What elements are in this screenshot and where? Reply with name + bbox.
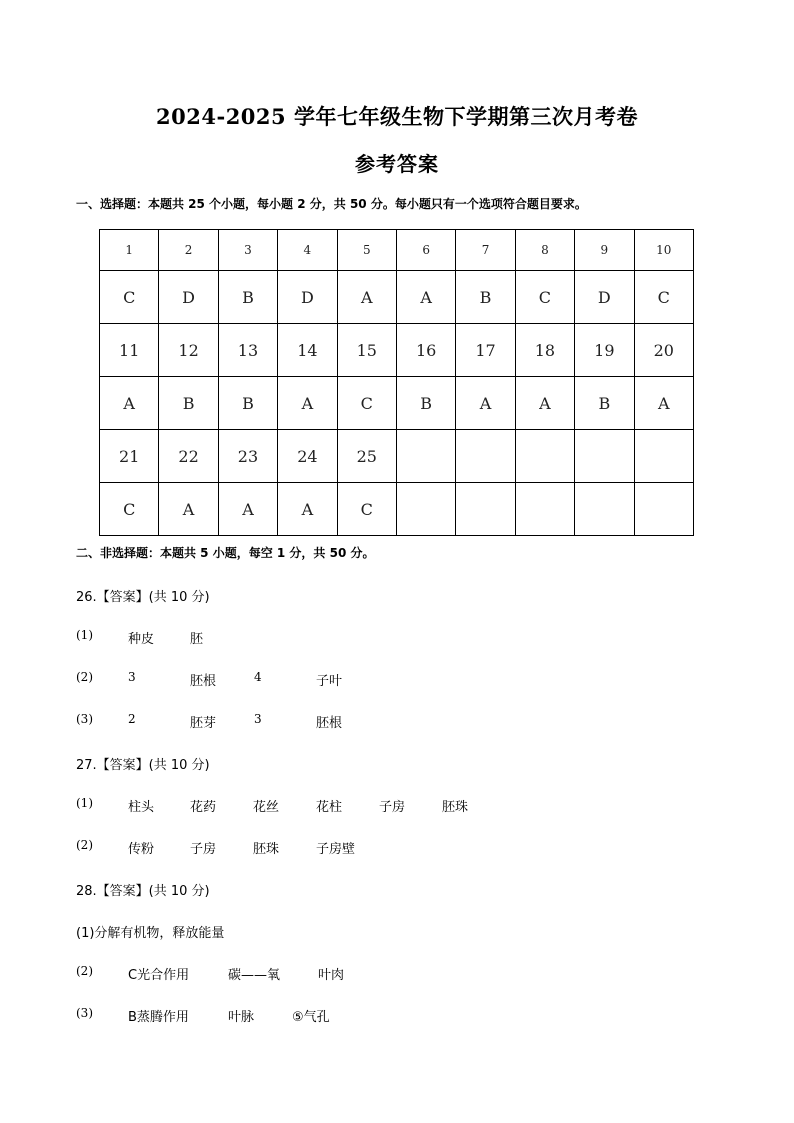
- table-cell: A: [278, 377, 337, 430]
- q26-l1-a2: 胚: [190, 632, 204, 647]
- q27-l1-a2: 花药: [190, 800, 217, 815]
- section-choice-heading: 一、选择题：本题共 25 个小题，每小题 2 分，共 50 分。每小题只有一个选项符合题目要求。: [76, 197, 587, 211]
- table-cell: D: [278, 271, 337, 324]
- table-cell: B: [456, 271, 515, 324]
- q27-l2-a3: 胚珠: [253, 842, 280, 857]
- table-cell: B: [159, 377, 218, 430]
- table-cell: 9: [575, 230, 634, 271]
- table-cell: D: [575, 271, 634, 324]
- table-cell: 25: [337, 430, 396, 483]
- q28-l3-a1: B蒸腾作用: [128, 1010, 189, 1025]
- table-cell: 24: [278, 430, 337, 483]
- q27-l1-a5: 子房: [379, 800, 406, 815]
- q28-l3-a2: 叶脉: [228, 1010, 255, 1025]
- table-cell: [396, 483, 455, 536]
- q26-l3-a4: 胚根: [316, 716, 343, 731]
- table-cell: 3: [218, 230, 277, 271]
- q26-l2-label: (2): [76, 670, 93, 684]
- table-cell: 2: [159, 230, 218, 271]
- q26-heading: 26.【答案】(共 10 分): [76, 590, 210, 605]
- table-cell: A: [634, 377, 693, 430]
- table-cell: B: [575, 377, 634, 430]
- table-cell: A: [278, 483, 337, 536]
- q26-l1-label: (1): [76, 628, 93, 642]
- table-cell: [456, 430, 515, 483]
- table-cell: 10: [634, 230, 693, 271]
- table-cell: [634, 483, 693, 536]
- table-cell: 21: [100, 430, 159, 483]
- q28-l2-label: (2): [76, 964, 93, 978]
- table-cell: 20: [634, 324, 693, 377]
- table-cell: 23: [218, 430, 277, 483]
- table-row: [100, 271, 694, 324]
- table-cell: [575, 430, 634, 483]
- q27-l1-label: (1): [76, 796, 93, 810]
- table-cell: [515, 430, 574, 483]
- q27-l2-a1: 传粉: [128, 842, 155, 857]
- table-cell: C: [337, 483, 396, 536]
- q26-l3-label: (3): [76, 712, 93, 726]
- table-row: [100, 483, 694, 536]
- table-row: [100, 377, 694, 430]
- table-cell: 1: [100, 230, 159, 271]
- table-cell: 22: [159, 430, 218, 483]
- table-cell: A: [396, 271, 455, 324]
- q27-l1-a4: 花柱: [316, 800, 343, 815]
- q26-l2-a2: 胚根: [190, 674, 217, 689]
- table-cell: A: [100, 377, 159, 430]
- table-cell: 5: [337, 230, 396, 271]
- table-cell: 6: [396, 230, 455, 271]
- table-cell: C: [100, 483, 159, 536]
- table-cell: 4: [278, 230, 337, 271]
- q26-l2-a3: 4: [254, 670, 262, 684]
- q26-l2-a1: 3: [128, 670, 136, 684]
- q27-l1-a6: 胚珠: [442, 800, 469, 815]
- table-cell: [396, 430, 455, 483]
- table-cell: A: [337, 271, 396, 324]
- q26-l3-a3: 3: [254, 712, 262, 726]
- table-cell: C: [337, 377, 396, 430]
- q26-l3-a2: 胚芽: [190, 716, 217, 731]
- q27-l1-a3: 花丝: [253, 800, 280, 815]
- q28-l3-label: (3): [76, 1006, 93, 1020]
- q27-l2-a2: 子房: [190, 842, 217, 857]
- table-cell: 19: [575, 324, 634, 377]
- q28-l2-a1: C光合作用: [128, 968, 190, 983]
- table-cell: [634, 430, 693, 483]
- table-cell: 14: [278, 324, 337, 377]
- q27-heading: 27.【答案】(共 10 分): [76, 758, 210, 773]
- q26-l1-a1: 种皮: [128, 632, 155, 647]
- table-cell: 15: [337, 324, 396, 377]
- section-nonchoice-heading: 二、非选择题：本题共 5 小题，每空 1 分，共 50 分。: [76, 546, 375, 560]
- table-row: [100, 324, 694, 377]
- q27-l2-label: (2): [76, 838, 93, 852]
- q27-l2-a4: 子房壁: [316, 842, 356, 857]
- q28-l2-a2: 碳——氧: [228, 968, 281, 983]
- q26-l2-a4: 子叶: [316, 674, 343, 689]
- q28-l3-a3: ⑤气孔: [292, 1010, 330, 1025]
- page-subtitle: 参考答案: [355, 152, 439, 176]
- table-row: [100, 430, 694, 483]
- table-cell: A: [515, 377, 574, 430]
- q28-l1-text: (1)分解有机物，释放能量: [76, 926, 225, 941]
- table-cell: 8: [515, 230, 574, 271]
- table-cell: C: [634, 271, 693, 324]
- table-cell: 17: [456, 324, 515, 377]
- table-cell: B: [218, 377, 277, 430]
- table-row: [100, 230, 694, 271]
- table-cell: 7: [456, 230, 515, 271]
- table-cell: A: [159, 483, 218, 536]
- table-cell: 11: [100, 324, 159, 377]
- table-cell: B: [396, 377, 455, 430]
- table-cell: 18: [515, 324, 574, 377]
- table-cell: A: [456, 377, 515, 430]
- table-cell: 16: [396, 324, 455, 377]
- table-cell: 13: [218, 324, 277, 377]
- table-cell: 12: [159, 324, 218, 377]
- q27-l1-a1: 柱头: [128, 800, 155, 815]
- table-cell: C: [100, 271, 159, 324]
- table-cell: [575, 483, 634, 536]
- table-cell: A: [218, 483, 277, 536]
- table-cell: [456, 483, 515, 536]
- q26-l3-a1: 2: [128, 712, 136, 726]
- q28-l2-a3: 叶肉: [318, 968, 345, 983]
- table-cell: C: [515, 271, 574, 324]
- page-title: 2024-2025 学年七年级生物下学期第三次月考卷: [156, 104, 638, 129]
- table-cell: B: [218, 271, 277, 324]
- table-cell: [515, 483, 574, 536]
- answer-table: [99, 229, 694, 536]
- table-cell: D: [159, 271, 218, 324]
- q28-heading: 28.【答案】(共 10 分): [76, 884, 210, 899]
